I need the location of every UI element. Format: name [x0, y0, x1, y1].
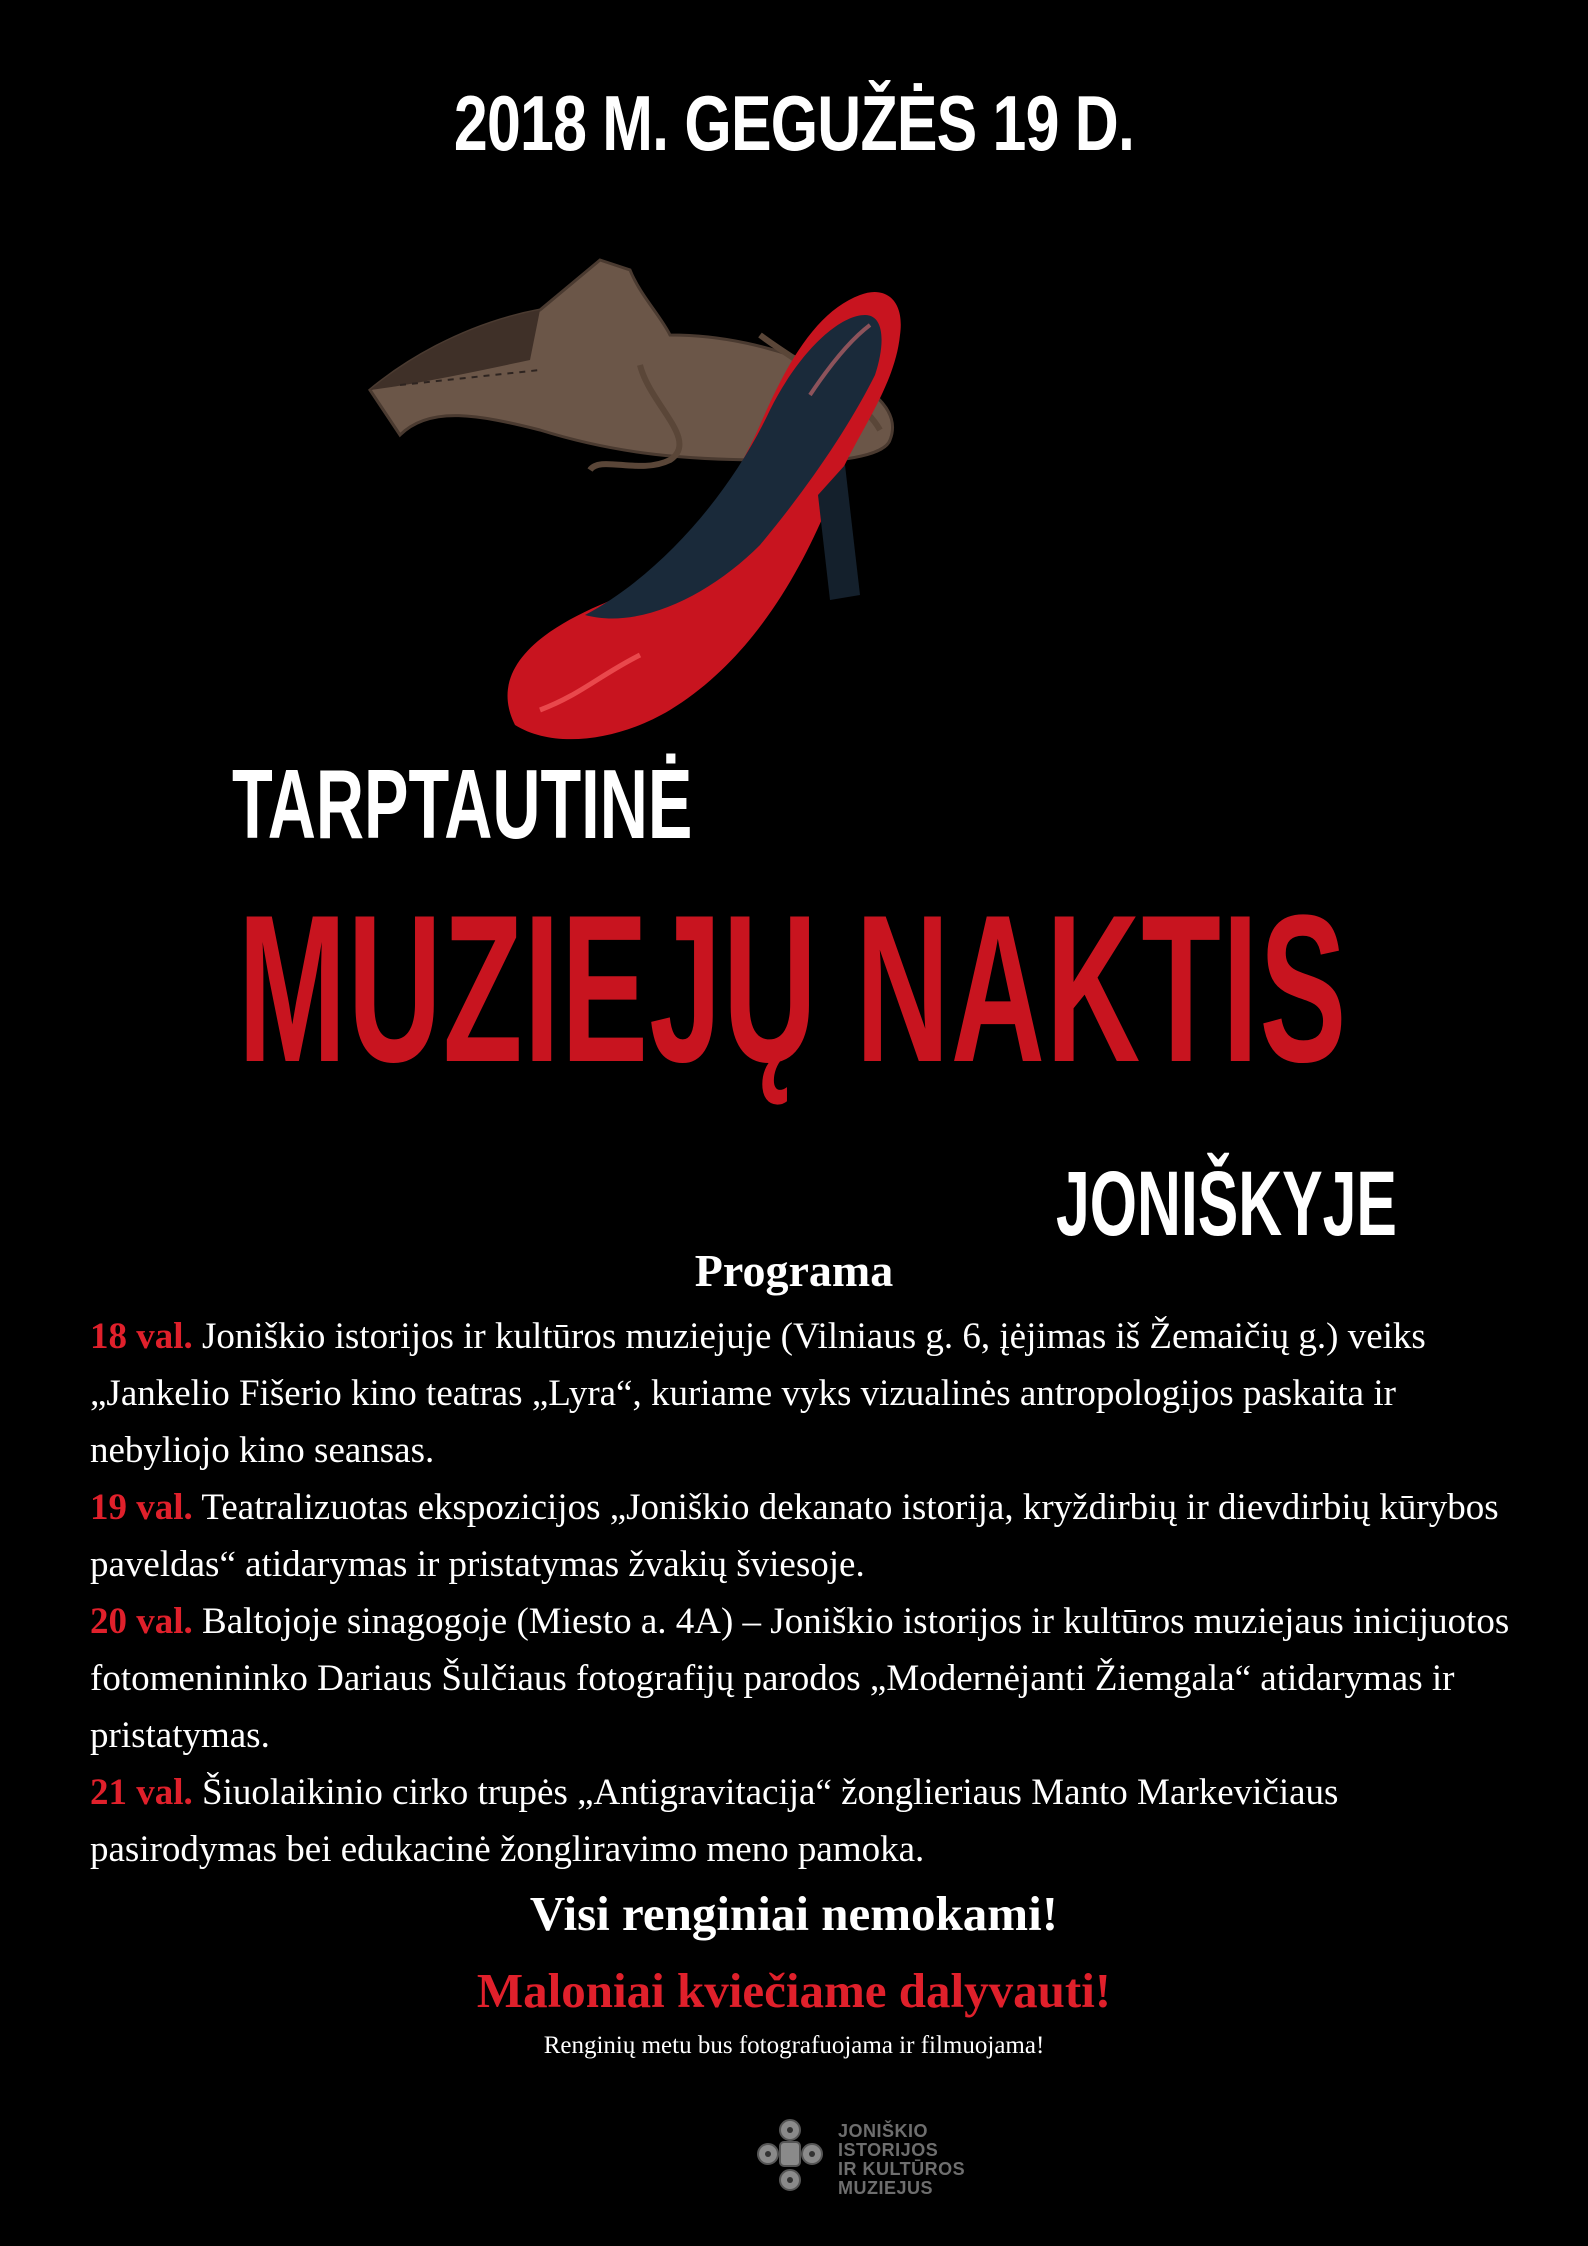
entry-text: Baltojoje sinagogoje (Miesto a. 4A) – Joniškio istorijos ir kultūros muziejaus inicijuotos fotomenininko Dariaus Šulčiaus fotografijų parodos „Modernėjanti Žiemgala“ atidarymas ir pristatymas. [90, 1601, 1510, 1756]
entry-text: Šiuolaikinio cirko trupės „Antigravitacija“ žonglieriaus Manto Markevičiaus pasirodymas bei edukacinė žongliravimo meno pamoka. [90, 1772, 1339, 1870]
entry-text: Joniškio istorijos ir kultūros muziejuje (Vilniaus g. 6, įėjimas iš Žemaičių g.) veiks „Jankelio Fišerio kino teatras „Lyra“, kuriame vyks vizualinės antropologijos paskaita ir nebyliojo kino seansas. [90, 1316, 1426, 1471]
entry-time: 20 val. [90, 1601, 193, 1642]
program-list [90, 1308, 1520, 1878]
logo-line: MUZIEJUS [838, 2178, 934, 2198]
program-entry [90, 1593, 1520, 1764]
program-entry [90, 1308, 1520, 1479]
logo-line: IR KULTŪROS [838, 2159, 966, 2179]
program-heading: Programa [694, 1245, 894, 1296]
title-location: JONIŠKYJE [1056, 1153, 1397, 1255]
title-museum-night: MUZIEJŲ NAKTIS [238, 871, 1348, 1106]
shoes-illustration [340, 255, 1240, 775]
photo-notice: Renginių metu bus fotografuojama ir filmuojama! [543, 2032, 1045, 2059]
program-entry [90, 1764, 1520, 1878]
program-entry [90, 1479, 1520, 1593]
event-date: 2018 M. GEGUŽĖS 19 D. [453, 79, 1135, 167]
logo-line: JONIŠKIO [838, 2121, 929, 2141]
entry-time: 18 val. [90, 1316, 193, 1357]
entry-time: 21 val. [90, 1772, 193, 1813]
entry-time: 19 val. [90, 1487, 193, 1528]
free-events-notice: Visi renginiai nemokami! [529, 1886, 1059, 1941]
entry-text: Teatralizuotas ekspozicijos „Joniškio dekanato istorija, kryždirbių ir dievdirbių kūrybos paveldas“ atidarymas ir pristatymas žvakių šviesoje. [90, 1487, 1499, 1585]
museum-logo-text [838, 2122, 965, 2198]
invitation-text: Maloniai kviečiame dalyvauti! [476, 1963, 1112, 2018]
title-international: TARPTAUTINĖ [232, 749, 693, 859]
logo-line: ISTORIJOS [838, 2140, 939, 2160]
